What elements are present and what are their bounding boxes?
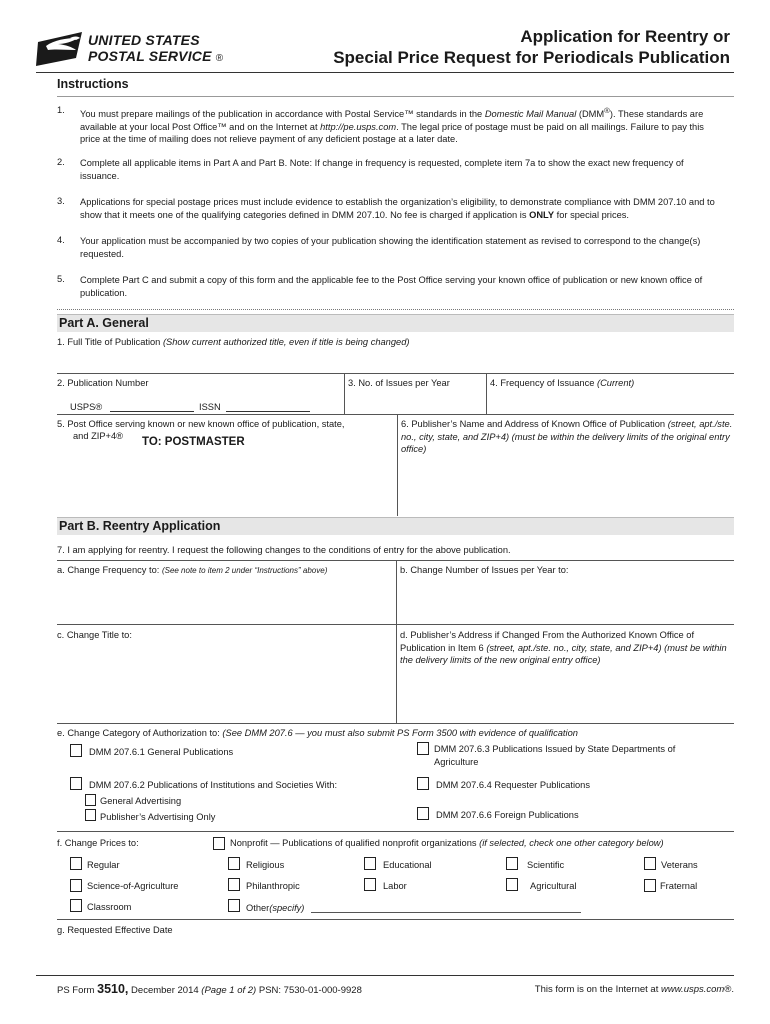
item7d-block	[400, 629, 732, 667]
item1-label: 1. Full Title of Publication	[57, 337, 161, 347]
issn-label: ISSN	[199, 402, 221, 412]
regular-checkbox[interactable]	[70, 857, 82, 870]
scientific-checkbox[interactable]	[506, 857, 518, 870]
dmm-2076-3-label: DMM 207.6.3 Publications Issued by State Departments of Agriculture	[434, 744, 676, 767]
instruction-text: Your application must be accompanied by two copies of your publication showing the identification statement as revised to correspond to the change(s) requested.	[80, 236, 701, 259]
footer-rule	[36, 975, 734, 976]
science-of-agriculture-label: Science-of-Agriculture	[87, 881, 179, 891]
veterans-checkbox[interactable]	[644, 857, 656, 870]
classroom-label: Classroom	[87, 902, 132, 912]
row7e-rule	[57, 831, 734, 832]
dmm-2076-2-checkbox[interactable]	[70, 777, 82, 790]
item5-label-2: and ZIP+4®	[73, 431, 124, 441]
internet-url[interactable]: www.usps.com	[661, 984, 725, 995]
philanthropic-label: Philanthropic	[246, 881, 300, 891]
instruction-number: 4.	[57, 235, 65, 245]
instruction-number: 5.	[57, 274, 65, 284]
row3-divider	[397, 414, 398, 516]
dmm-2076-3-checkbox[interactable]	[417, 742, 429, 755]
item4-label-row	[490, 377, 634, 390]
form-identifier	[57, 982, 362, 996]
usps-number-field[interactable]	[110, 411, 194, 412]
header-rule	[36, 72, 734, 73]
nonprofit-checkbox[interactable]	[213, 837, 225, 850]
item7e-label: e. Change Category of Authorization to:	[57, 728, 220, 738]
instruction-text: Complete all applicable items in Part A and Part B. Note: If change in frequency is requested, complete item 7a to show the exact new frequency of issuance.	[80, 158, 684, 181]
change-frequency-field[interactable]	[57, 578, 394, 622]
dmm-2076-4-checkbox[interactable]	[417, 777, 429, 790]
part-a-header	[57, 314, 734, 332]
dmm-2076-6-label: DMM 207.6.6 Foreign Publications	[436, 810, 579, 820]
labor-label: Labor	[383, 881, 407, 891]
fraternal-checkbox[interactable]	[644, 879, 656, 892]
nonprofit-note: (if selected, check one other category below)	[479, 838, 664, 848]
publishers-advertising-checkbox[interactable]	[85, 809, 96, 821]
changed-address-field[interactable]	[399, 667, 732, 721]
row2-rule	[57, 414, 734, 415]
post-office-field[interactable]	[57, 452, 395, 514]
change-issues-field[interactable]	[399, 578, 732, 622]
item6-block	[401, 418, 733, 456]
internet-notice	[535, 984, 734, 995]
row2-divider-1	[344, 373, 345, 414]
labor-checkbox[interactable]	[364, 878, 376, 891]
dmm-2076-6-checkbox[interactable]	[417, 807, 429, 820]
item4-note: (Current)	[596, 378, 635, 388]
form-prefix: PS Form	[57, 985, 95, 996]
general-advertising-checkbox[interactable]	[85, 794, 96, 806]
part-b-heading: Part B. Reentry Application	[59, 519, 221, 533]
other-note: (specify)	[269, 903, 305, 913]
item7a-label: a. Change Frequency to:	[57, 565, 160, 575]
instruction-number: 2.	[57, 157, 65, 167]
logo-line2	[88, 48, 223, 64]
classroom-checkbox[interactable]	[70, 899, 82, 912]
science-of-agriculture-checkbox[interactable]	[70, 879, 82, 892]
issues-per-year-field[interactable]	[346, 390, 484, 412]
item7d-label: d. Publisher’s Address if Changed From the Authorized Known Office of Publication in Item 6	[400, 630, 695, 653]
instructions-heading: Instructions	[57, 77, 129, 91]
row7f-rule	[57, 919, 734, 920]
frequency-field[interactable]	[488, 390, 732, 412]
other-checkbox[interactable]	[228, 899, 240, 912]
row7ab-divider	[396, 560, 397, 624]
full-title-field[interactable]	[57, 350, 734, 372]
publisher-address-field[interactable]	[400, 455, 732, 515]
item7g-label: g. Requested Effective Date	[57, 925, 173, 935]
dmm-2076-1-label: DMM 207.6.1 General Publications	[89, 747, 234, 757]
instruction-number: 3.	[57, 196, 65, 206]
logo-line1: UNITED STATES	[88, 32, 200, 48]
logo-reg-mark: ®	[215, 53, 224, 64]
item7f-label: f. Change Prices to:	[57, 838, 139, 848]
fraternal-label: Fraternal	[660, 881, 698, 891]
item5-label: 5. Post Office serving known or new known office of publication, state,	[57, 419, 345, 429]
religious-label: Religious	[246, 860, 285, 870]
veterans-label: Veterans	[661, 860, 698, 870]
row1-rule	[57, 373, 734, 374]
item3-label: 3. No. of Issues per Year	[348, 378, 450, 388]
item7e-note: (See DMM 207.6 — you must also submit PS Form 3500 with evidence of qualification	[222, 728, 578, 738]
usps-number-label: USPS®	[70, 402, 103, 412]
dmm-2076-4-label: DMM 207.6.4 Requester Publications	[436, 780, 590, 790]
general-advertising-label: General Advertising	[100, 796, 182, 806]
part-a-heading: Part A. General	[59, 316, 149, 330]
item7-label: 7. I am applying for reentry. I request the following changes to the conditions of entry for the above publication.	[57, 545, 511, 555]
issn-field[interactable]	[226, 411, 310, 412]
form-title-line2: Special Price Request for Periodicals Publication	[333, 48, 730, 67]
other-row	[246, 902, 304, 915]
part-b-header	[57, 517, 734, 535]
scientific-label: Scientific	[527, 860, 565, 870]
other-label: Other	[246, 903, 270, 913]
postmaster-text: TO: POSTMASTER	[142, 436, 245, 448]
page-info: (Page 1 of 2)	[201, 985, 257, 996]
row7cd-rule	[57, 723, 734, 724]
agricultural-checkbox[interactable]	[506, 878, 518, 891]
internet-end: ®.	[724, 984, 734, 995]
psn: PSN: 7530-01-000-9928	[258, 985, 362, 996]
usps-logo	[36, 30, 226, 70]
philanthropic-checkbox[interactable]	[228, 878, 240, 891]
nonprofit-row	[230, 837, 664, 850]
instruction-text: You must prepare mailings of the publication in accordance with Postal Service™ standards in the Domestic Mail Manual (DMM®). These standards are available at your local Post Office™ and on the Internet at http://pe.usps.com. The legal price of postage must be paid on all mailings. Failure to pay this price at the time of mailing does not relieve payment of any deficient postage at a later date.	[80, 106, 704, 145]
educational-label: Educational	[383, 860, 432, 870]
item2-label: 2. Publication Number	[57, 378, 149, 388]
eagle-icon	[36, 32, 84, 66]
change-title-field[interactable]	[57, 645, 394, 721]
item6-label: 6. Publisher’s Name and Address of Known Office of Publication	[401, 419, 666, 429]
item4-label: 4. Frequency of Issuance	[490, 378, 595, 388]
item7a-row	[57, 564, 327, 578]
instruction-text: Complete Part C and submit a copy of this form and the applicable fee to the Post Office serving your known office of publication or new known office of publication.	[80, 275, 703, 298]
instruction-number: 1.	[57, 105, 65, 115]
regular-label: Regular	[87, 860, 120, 870]
instructions-end-rule	[57, 309, 734, 310]
religious-checkbox[interactable]	[228, 857, 240, 870]
internet-text: This form is on the Internet at	[534, 984, 659, 995]
educational-checkbox[interactable]	[364, 857, 376, 870]
instructions-rule	[57, 96, 734, 97]
item1-note: (Show current authorized title, even if title is being changed)	[162, 337, 410, 347]
effective-date-field[interactable]	[57, 937, 732, 972]
item6-note: (street, apt./ste. no., city, state, and ZIP+4) (must be within the delivery limits of the original entry office)	[401, 419, 733, 454]
logo-line2-text: POSTAL SERVICE	[88, 48, 212, 64]
publishers-advertising-label: Publisher’s Advertising Only	[100, 812, 216, 822]
row2-divider-2	[486, 373, 487, 414]
row7cd-divider	[396, 624, 397, 723]
item7b-label: b. Change Number of Issues per Year to:	[400, 565, 569, 575]
item7a-note: (See note to item 2 under “Instructions” above)	[161, 566, 328, 575]
item7c-label: c. Change Title to:	[57, 630, 132, 640]
agricultural-label: Agricultural	[530, 881, 577, 891]
other-specify-field[interactable]	[311, 912, 581, 913]
dmm-2076-1-checkbox[interactable]	[70, 744, 82, 757]
dmm-2076-2-label: DMM 207.6.2 Publications of Institutions and Societies With:	[89, 780, 338, 790]
form-title-line1: Application for Reentry or	[520, 27, 730, 46]
nonprofit-label: Nonprofit — Publications of qualified nonprofit organizations	[230, 838, 477, 848]
instruction-text: Applications for special postage prices must include evidence to establish the organization’s eligibility, to demonstrate compliance with DMM 207.10 and to show that it meets one of the qualifying categories defined in DMM 207.10. No fee is charged if application is ONLY for special prices.	[80, 197, 715, 220]
item7d-note: (street, apt./ste. no., city, state, and ZIP+4) (must be within the delivery limits of the new original entry office)	[400, 642, 727, 665]
item1-label-row	[57, 336, 409, 349]
form-number: 3510,	[97, 982, 129, 996]
form-date: December 2014	[131, 985, 199, 996]
item7e-row	[57, 727, 578, 740]
